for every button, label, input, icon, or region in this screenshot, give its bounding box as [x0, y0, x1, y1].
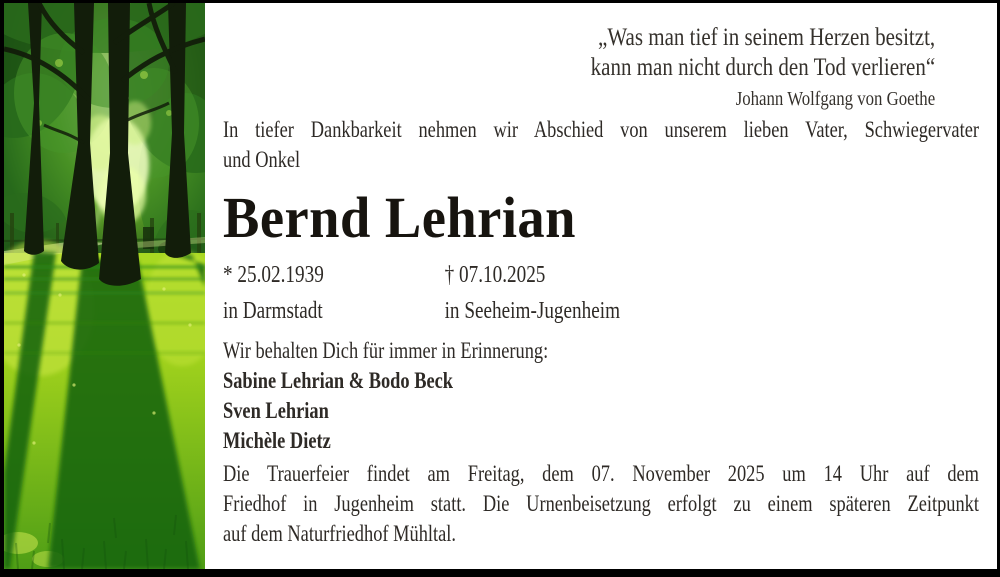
death-date: † 07.10.2025 — [444, 262, 546, 288]
remembrance-intro: Wir behalten Dich für immer in Erinnerung: — [223, 338, 549, 363]
funeral-line-1: Die Trauerfeier findet am Freitag, dem 07. November 2025 um 14 Uhr auf dem — [223, 461, 979, 486]
death-place: in Seeheim-Jugenheim — [444, 298, 621, 324]
birth-column — [223, 257, 445, 329]
death-column — [445, 257, 620, 329]
funeral-line-2: Friedhof in Jugenheim statt. Die Urnenbeisetzung erfolgt zu einem späteren Zeitpunkt — [223, 491, 979, 516]
quote-line-1: „Was man tief in seinem Herzen besitzt, — [597, 24, 935, 51]
intro-line-1: In tiefer Dankbarkeit nehmen wir Abschied von unserem lieben Vater, Schwiegervater — [223, 117, 979, 142]
birth-date: * 25.02.1939 — [223, 262, 324, 288]
quote-line-2: kann man nicht durch den Tod verlieren“ — [590, 54, 935, 81]
intro-paragraph — [223, 115, 979, 175]
life-dates — [223, 257, 620, 329]
quote-block — [590, 23, 935, 112]
mourners-list — [223, 366, 453, 456]
mourner-name: Sabine Lehrian & Bodo Beck — [223, 368, 454, 393]
mourner-name: Michèle Dietz — [223, 428, 331, 453]
quote-attribution: Johann Wolfgang von Goethe — [735, 88, 935, 110]
funeral-info-paragraph — [223, 459, 979, 549]
mourner-name: Sven Lehrian — [223, 398, 329, 423]
memorial-photo — [4, 3, 205, 569]
park-sunlight-scene — [4, 3, 205, 569]
intro-line-2: und Onkel — [223, 147, 301, 172]
deceased-name: Bernd Lehrian — [223, 185, 576, 250]
birth-place: in Darmstadt — [223, 298, 323, 324]
funeral-line-3: auf dem Naturfriedhof Mühltal. — [223, 521, 456, 546]
